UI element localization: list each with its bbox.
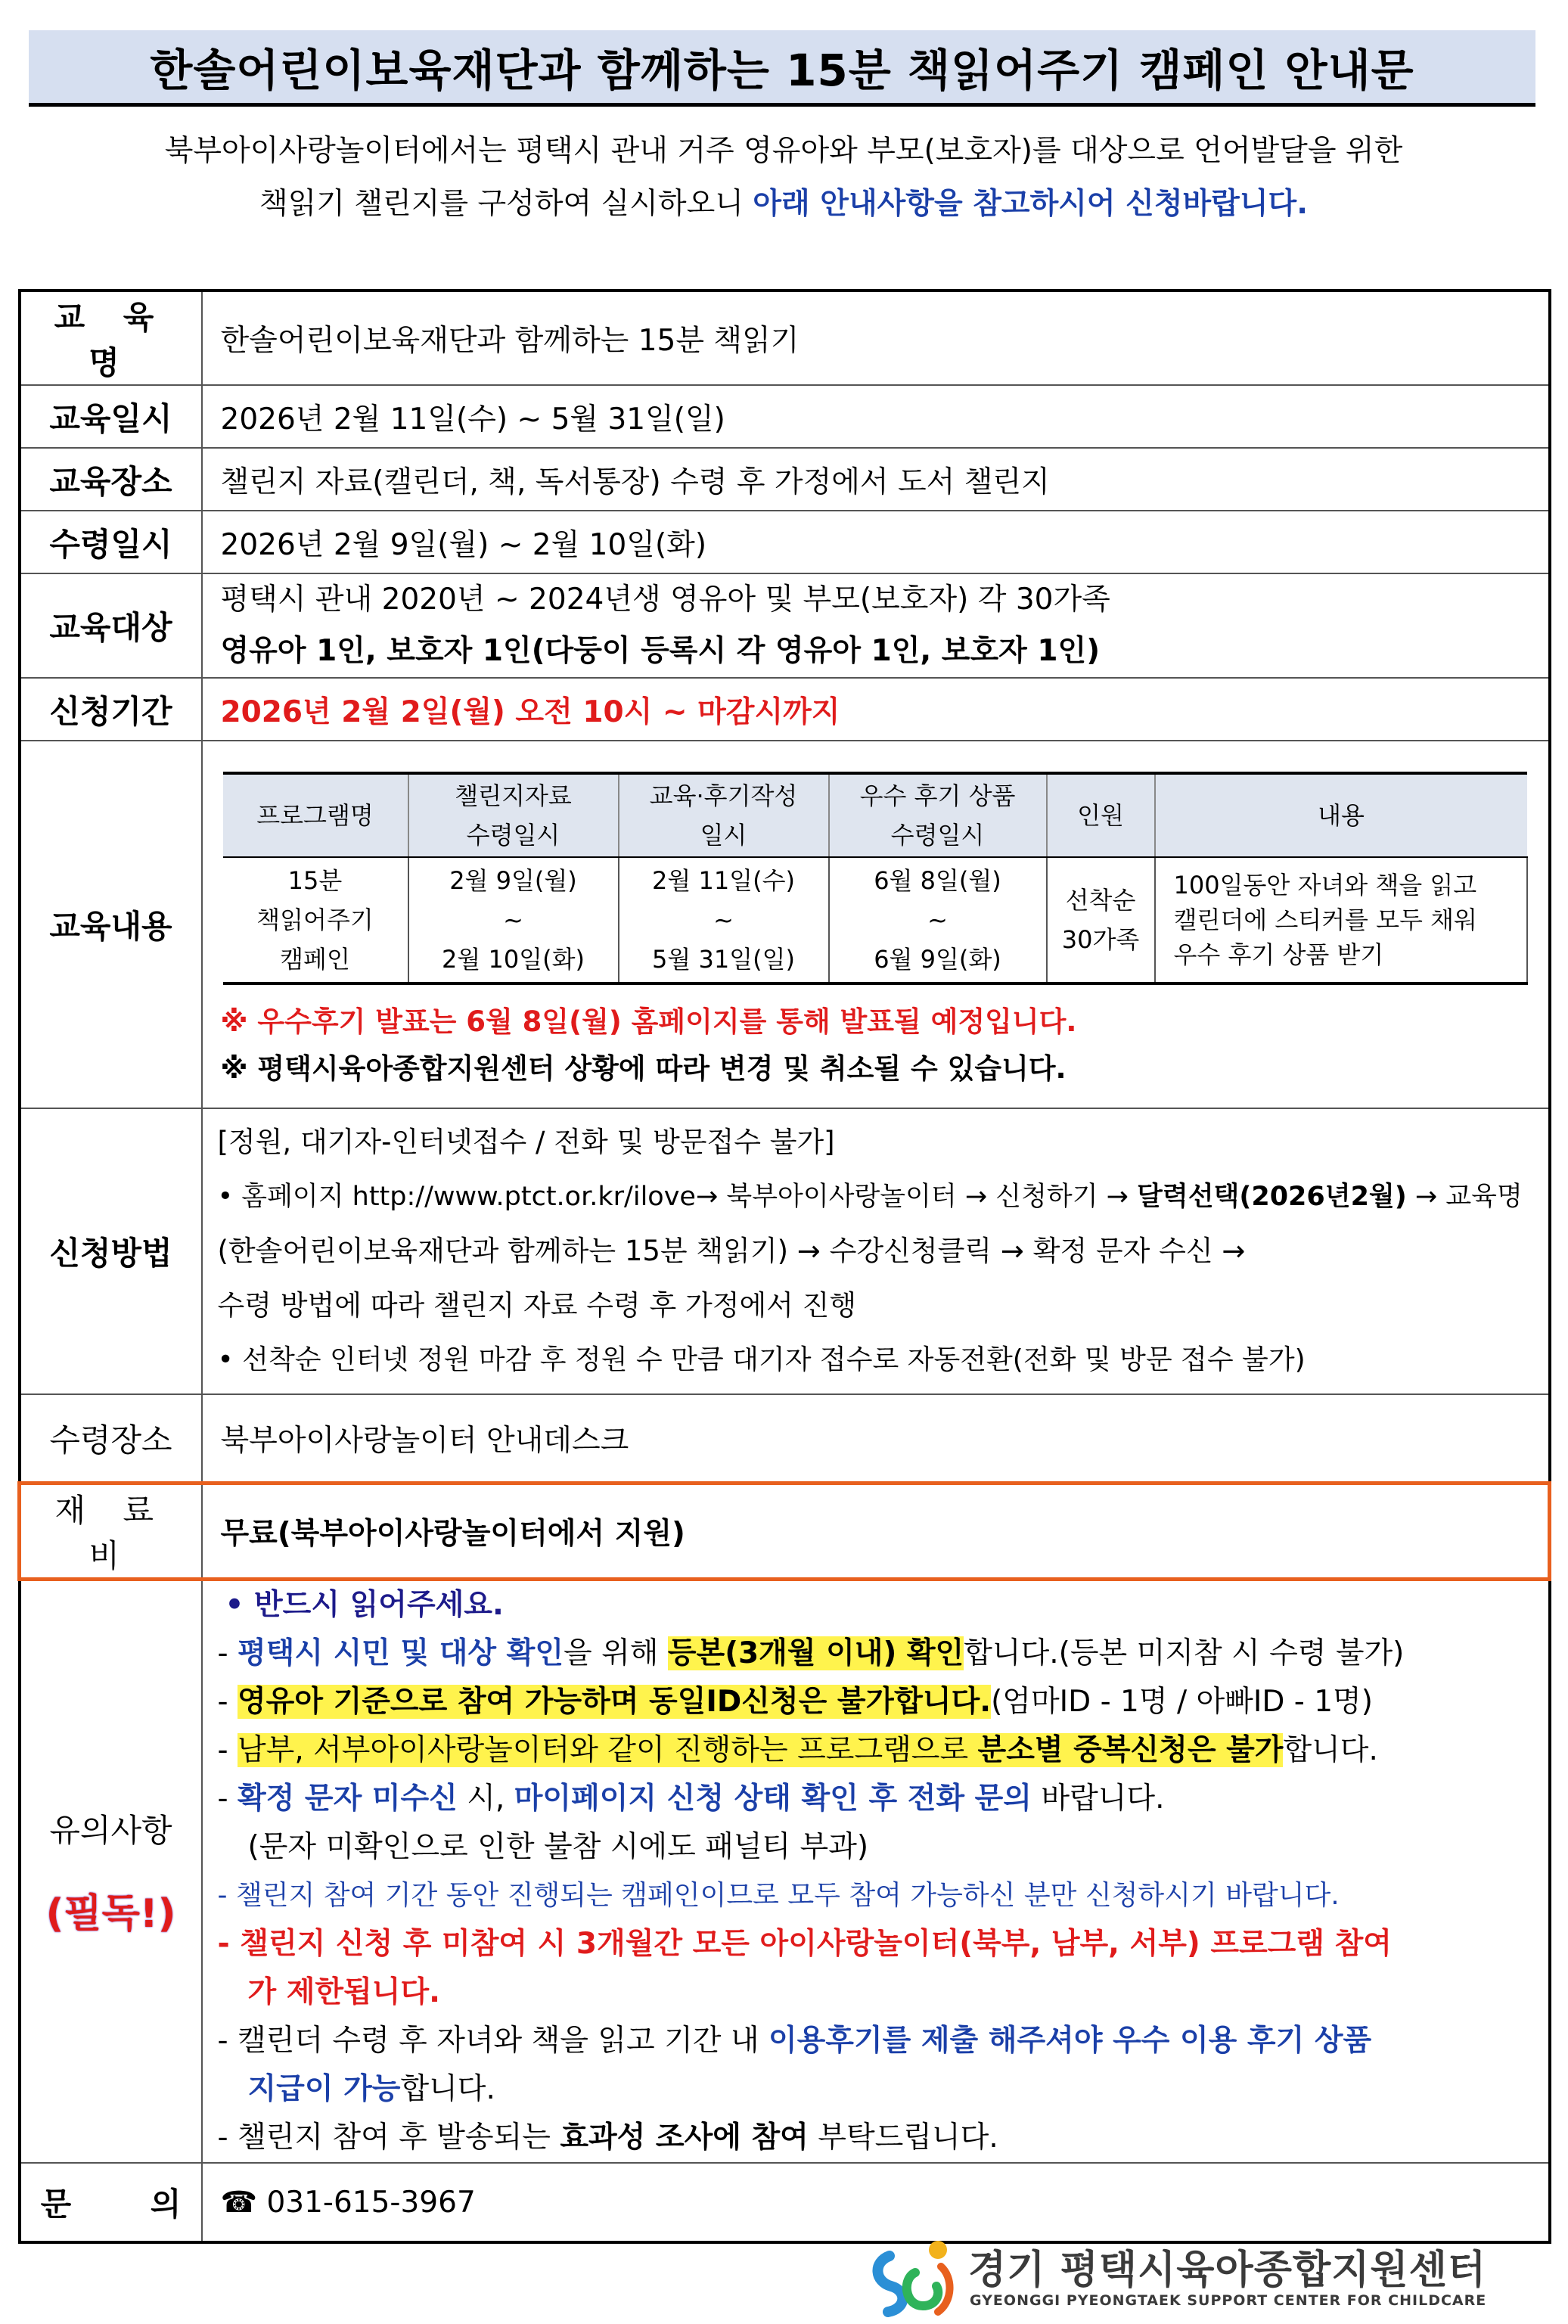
header-program-name: 프로그램명 — [223, 773, 408, 857]
row-fee — [20, 1484, 1550, 1580]
notice-10-a: - 챌린지 참여 후 발송되는 — [217, 2120, 560, 2155]
notice-2-b: 평택시 시민 및 대상 확인 — [237, 1636, 564, 1670]
label-method: 신청방법 — [20, 1108, 202, 1394]
target-line-1: 평택시 관내 2020년 ~ 2024년생 영유아 및 부모(보호자) 각 30가족 — [220, 583, 1110, 617]
notice-4-c: 분소별 중복신청은 불가 — [977, 1733, 1284, 1767]
method-line-5: • 선착순 인터넷 정원 마감 후 정원 수 만큼 대기자 접수로 자동전환(전화 및 방문 접수 불가) — [217, 1344, 1306, 1375]
notice-5-b: 확정 문자 미수신 — [237, 1782, 458, 1816]
intro-line-2-plain: 책읽기 챌린지를 구성하여 실시하오니 — [259, 187, 744, 221]
info-table — [17, 289, 1551, 2244]
program-table-header — [223, 773, 1527, 857]
cell-people: 선착순 30가족 — [1047, 857, 1155, 983]
label-content: 교육내용 — [20, 741, 202, 1108]
notice-2-e: 합니다.(등본 미지참 시 수령 불가) — [964, 1636, 1405, 1670]
intro-line-1: 북부아이사랑놀이터에서는 평택시 관내 거주 영유아와 부모(보호자)를 대상으로 언어발달을 위한 — [164, 134, 1403, 168]
value-edu-place: 챌린지 자료(캘린더, 책, 독서통장) 수령 후 가정에서 도서 챌린지 — [202, 448, 1550, 511]
label-must-read: (필독!) — [45, 1891, 176, 1937]
header-receive-date: 챌린지자료 수령일시 — [408, 773, 619, 857]
row-content — [20, 741, 1550, 1108]
notice-3-b: 영유아 기준으로 참여 가능하며 동일ID신청은 불가 — [237, 1685, 895, 1719]
method-line-2-b: 달력선택(2026년2월) — [1137, 1182, 1407, 1212]
notice-9-c: 지급이 가능 — [247, 2072, 401, 2106]
notice-2-c: 을 위해 — [564, 1636, 668, 1670]
value-apply-period: 2026년 2월 2일(월) 오전 10시 ~ 마감시까지 — [202, 678, 1550, 741]
row-apply-period — [20, 678, 1550, 741]
label-notice: 유의사항 — [49, 1811, 172, 1849]
value-edu-date: 2026년 2월 11일(수) ~ 5월 31일(일) — [202, 385, 1550, 448]
footer-org-kr: 경기 평택시육아종합지원센터 — [968, 2248, 1487, 2293]
notice-5-a: - — [217, 1782, 238, 1816]
notice-item-1: • 반드시 읽어주세요. — [225, 1588, 504, 1622]
notice-item-2 — [218, 1630, 1545, 1678]
row-contact — [20, 2163, 1550, 2242]
row-notice — [20, 1580, 1550, 2164]
value-edu-name: 한솔어린이보육재단과 함께하는 15분 책읽기 — [202, 290, 1550, 385]
intro-line-2-highlight: 아래 안내사항을 참고하시어 신청바랍니다. — [753, 187, 1309, 221]
value-target — [202, 573, 1550, 678]
notice-5-e: 바랍니다. — [1032, 1782, 1165, 1816]
header-people: 인원 — [1047, 773, 1155, 857]
value-receive-date: 2026년 2월 9일(월) ~ 2월 10일(화) — [202, 511, 1550, 573]
label-edu-name: 교 육 명 — [20, 290, 202, 385]
cell-prize-date: 6월 8일(월) ~ 6월 9일(화) — [829, 857, 1047, 983]
notice-item-6: (문자 미확인으로 인한 불참 시에도 패널티 부과) — [247, 1830, 869, 1864]
label-edu-place: 교육장소 — [20, 448, 202, 511]
cell-edu-review-date: 2월 11일(수) ~ 5월 31일(일) — [619, 857, 829, 983]
label-edu-date: 교육일시 — [20, 385, 202, 448]
target-line-2: 영유아 1인, 보호자 1인(다둥이 등록시 각 영유아 1인, 보호자 1인) — [220, 634, 1101, 668]
row-target — [20, 573, 1550, 678]
content-note-2: ※ 평택시육아종합지원센터 상황에 따라 변경 및 취소될 수 있습니다. — [220, 1052, 1067, 1085]
program-table-row — [223, 857, 1527, 983]
notice-9-a: - 캘린더 수령 후 자녀와 책을 읽고 기간 내 — [217, 2024, 768, 2058]
notice-4-d: 합니다. — [1283, 1733, 1378, 1767]
label-target: 교육대상 — [20, 573, 202, 678]
header-edu-review-date: 교육·후기작성 일시 — [619, 773, 829, 857]
row-edu-place — [20, 448, 1550, 511]
page-title-bar — [29, 30, 1535, 107]
value-notice — [202, 1580, 1550, 2164]
row-receive-place — [20, 1394, 1550, 1484]
program-table — [223, 772, 1528, 985]
method-line-4: 수령 방법에 따라 챌린지 자료 수령 후 가정에서 진행 — [217, 1289, 857, 1322]
row-edu-name — [20, 290, 1550, 385]
footer-org-en: GYEONGGI PYEONGTAEK SUPPORT CENTER FOR CHILDCARE — [970, 2292, 1487, 2309]
notice-2-a: - — [217, 1636, 238, 1670]
method-line-3: (한솔어린이보육재단과 함께하는 15분 책읽기) → 수강신청클릭 → 확정 문자 수신 → — [217, 1235, 1246, 1267]
notice-9-b: 이용후기를 제출 해주셔야 우수 이용 후기 상품 — [768, 2024, 1372, 2058]
notice-9-d: 합니다. — [400, 2072, 495, 2106]
cell-content: 100일동안 자녀와 책을 읽고 캘린더에 스티커를 모두 채워 우수 후기 상품 받기 — [1155, 857, 1527, 983]
value-content — [202, 741, 1550, 1108]
label-receive-place: 수령장소 — [20, 1394, 202, 1484]
header-prize-date: 우수 후기 상품 수령일시 — [829, 773, 1047, 857]
method-line-2 — [218, 1170, 1544, 1224]
label-fee: 재 료 비 — [20, 1484, 202, 1580]
method-line-2-a: • 홈페이지 http://www.ptct.or.kr/ilove→ 북부아이사랑놀이터 → 신청하기 → — [217, 1182, 1129, 1212]
notice-item-8b: 가 제한됩니다. — [247, 1975, 440, 2009]
notice-3-d: (엄마ID - 1명 / 아빠ID - 1명) — [991, 1685, 1373, 1719]
cell-receive-date: 2월 9일(월) ~ 2월 10일(화) — [408, 857, 619, 983]
label-notice-cell — [20, 1580, 202, 2164]
value-receive-place: 북부아이사랑놀이터 안내데스크 — [202, 1394, 1550, 1484]
center-logo-icon — [868, 2233, 959, 2324]
value-method — [202, 1108, 1550, 1394]
notice-2-d: 등본(3개월 이내) 확인 — [667, 1636, 964, 1670]
notice-item-3 — [218, 1678, 1545, 1726]
label-contact: 문 의 — [20, 2163, 202, 2242]
notice-item-9b — [218, 2065, 1545, 2114]
method-line-2-c: → 교육명 — [1414, 1182, 1523, 1212]
notice-10-c: 부탁드립니다. — [808, 2120, 998, 2155]
intro-line-2 — [30, 178, 1537, 231]
notice-3-a: - — [217, 1685, 238, 1719]
value-contact: ☎ 031-615-3967 — [202, 2163, 1550, 2242]
notice-item-7: - 챌린지 참여 기간 동안 진행되는 캠페인이므로 모두 참여 가능하신 분만 신청하시기 바랍니다. — [217, 1880, 1340, 1911]
notice-4-a: - — [217, 1733, 238, 1767]
row-receive-date — [20, 511, 1550, 573]
header-content: 내용 — [1155, 773, 1527, 857]
notice-item-5 — [218, 1775, 1545, 1823]
label-apply-period: 신청기간 — [20, 678, 202, 741]
row-edu-date — [20, 385, 1550, 448]
row-method — [20, 1108, 1550, 1394]
notice-10-b: 효과성 조사에 참여 — [560, 2120, 809, 2155]
notice-4-b: 남부, 서부아이사랑놀이터와 같이 진행하는 프로그램으로 — [237, 1733, 978, 1767]
label-receive-date: 수령일시 — [20, 511, 202, 573]
page-title: 한솔어린이보육재단과 함께하는 15분 책읽어주기 캠페인 안내문 — [150, 45, 1414, 96]
intro-text — [30, 125, 1537, 231]
notice-item-8a: - 챌린지 신청 후 미참여 시 3개월간 모든 아이사랑놀이터(북부, 남부, 서부) 프로그램 참여 — [217, 1927, 1392, 1961]
cell-program-name: 15분 책읽어주기 캠페인 — [223, 857, 408, 983]
notice-5-c: 시, — [457, 1782, 514, 1816]
notice-5-d: 마이페이지 신청 상태 확인 후 전화 문의 — [514, 1782, 1032, 1816]
notice-item-4 — [218, 1726, 1545, 1775]
value-fee: 무료(북부아이사랑놀이터에서 지원) — [202, 1484, 1550, 1580]
content-note-1: ※ 우수후기 발표는 6월 8일(월) 홈페이지를 통해 발표될 예정입니다. — [220, 1005, 1077, 1038]
notice-item-9a — [218, 2017, 1545, 2065]
method-line-1: [정원, 대기자-인터넷접수 / 전화 및 방문접수 불가] — [217, 1126, 835, 1158]
notice-3-c: 합니다. — [894, 1685, 992, 1719]
notice-item-10 — [218, 2114, 1545, 2162]
